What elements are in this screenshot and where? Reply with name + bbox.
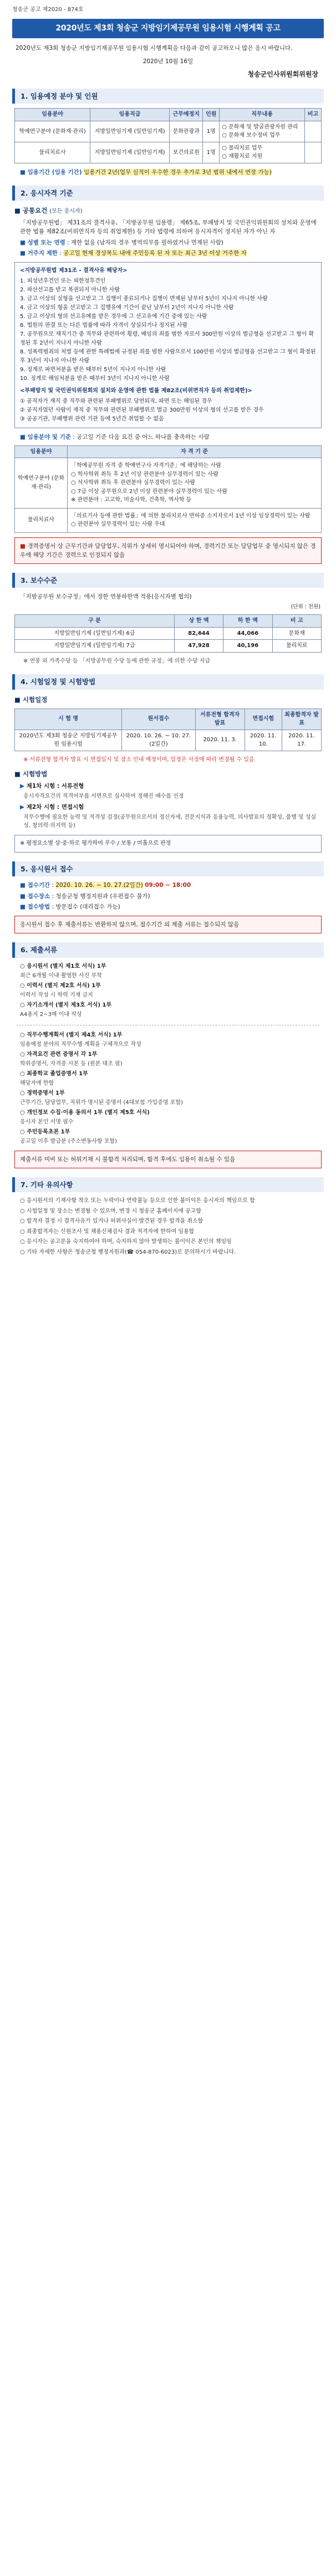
- list-item: 7. 공무원으로 재직기간 중 직무와 관련하여 횡령, 배임의 죄를 범한 자로서 300만원 이상의 벌금형을 선고받고 그 형이 확정된 후 2년이 지나지 아니한 사람: [20, 331, 314, 347]
- step2-text: 제2차 시험 : 면접시험: [26, 803, 84, 810]
- table-cell: 2020. 10. 26. ~ 10. 27.(2일간): [122, 730, 196, 751]
- col-header: 비 고: [272, 615, 321, 628]
- salary-table: [14, 614, 322, 653]
- step2-icon: ▶: [20, 803, 27, 810]
- list-item-desc: 해당자에 한함: [20, 1080, 54, 1087]
- col-header: 직무내용: [220, 109, 305, 121]
- list-item: 8. 성폭력범죄의 처벌 등에 관한 특례법에 규정된 죄를 범한 사람으로서 100만원 이상의 벌금형을 선고받고 그 형이 확정된 후 3년이 지나지 아니한 사람: [20, 349, 316, 365]
- table-cell: 「의료기사 등에 관한 법률」에 의한 물리치료사 면허증 소지자로서 1년 이상 임상경력이 있는 사람 ○ 관련분야 실무경력이 있는 사람 우대: [68, 508, 322, 532]
- col-header: 근무예정지: [170, 109, 203, 121]
- age-text: 제한 없음 (남자의 경우 병역의무를 필하였거나 면제된 사람): [70, 239, 223, 246]
- positions-table-wrap: [14, 108, 322, 163]
- list-item: ○ 직무수행계획서 (별지 제4호 서식) 1부: [20, 1032, 123, 1038]
- table-cell: ○ 물리치료 업무 ○ 재활치료 지원: [220, 142, 305, 163]
- emphasis-text: 경력증명서 상 근무기간과 담당업무, 직위가 상세히 명시되어야 하며, 경력기간 또는 담당업무 중 명시되지 않은 경우에 해당 기간은 경력으로 인정되지 않음: [20, 542, 316, 558]
- table-cell: 2020. 11. 3.: [195, 730, 245, 751]
- common-req-text: 「지방공무원법」 제31조의 결격사유, 「지방공무원 임용령」 제65조, 부패방지 및 국민권익위원회의 설치와 운영에 관한 법률 제82조(비위면직자 등의 취업제한) 등 기타 법령에 의하여 응시자격이 정지된 자가 아닌 자: [20, 219, 317, 235]
- table-row: [15, 142, 322, 163]
- section-3-title: 3. 보수수준: [12, 573, 324, 588]
- list-item: 3. 금고 이상의 실형을 선고받고 그 집행이 종료되거나 집행이 면제된 날부터 5년이 지나지 아니한 사람: [20, 296, 268, 302]
- age-line: ■ 성별 또는 연령 : 제한 없음 (남자의 경우 병역의무를 필하였거나 면제된 사람): [20, 239, 223, 246]
- list-item: 5. 금고 이상의 형의 선고유예를 받은 경우에 그 선고유예 기간 중에 있는 사람: [20, 314, 207, 320]
- salary-table-wrap: [14, 614, 322, 653]
- list-item: ○ 최종학교 졸업증명서 1부: [20, 1070, 88, 1077]
- col-header: 구 분: [15, 615, 175, 628]
- documents-warning: [14, 1151, 322, 1168]
- table-cell: 1명: [203, 121, 220, 142]
- list-item: ○ 경력증명서 1부: [20, 1090, 65, 1096]
- section-1-title: 1. 임용예정 분야 및 인원: [12, 89, 324, 104]
- criteria-line: ■ 임용분야 및 기준 : 공고일 기준 다음 요건 중 어느 하나를 충족하는 사람: [20, 434, 210, 441]
- table-cell: ○ 문화재 및 발굴관광자원 관리 ○ 문화재 보수정비 업무: [220, 121, 305, 142]
- col-header: 하 한 액: [223, 615, 272, 628]
- receipt-period-label: ■ 접수기간: [20, 882, 50, 889]
- table-row: [15, 640, 322, 653]
- notice-title: 2020년도 제3회 청송군 지방임기제공무원 임용시험 시행계획 공고: [12, 19, 324, 39]
- step2-note-box: [14, 835, 322, 853]
- residence-line: ■ 거주지 제한 : 공고일 현재 경상북도 내에 주민등록 된 자 또는 최근 3년 이상 거주한 자: [20, 250, 247, 257]
- table-cell: 지방일반임기제 (일반임기제): [90, 121, 170, 142]
- receipt-warning: [14, 916, 322, 933]
- receipt-time: 09:00 ~ 18:00: [145, 882, 191, 889]
- receipt-place-label: ■ 접수장소: [20, 892, 50, 900]
- receipt-period-line: ■ 접수기간 : 2020. 10. 26. ~ 10. 27.(2일간) 09:00 ~ 18:00: [20, 882, 191, 889]
- col-header: 자 격 기 준: [68, 445, 322, 458]
- residence-text: 공고일 현재 경상북도 내에 주민등록 된 자 또는 최근 3년 이상 거주한 자: [63, 250, 247, 257]
- col-header: 최종합격자 발표: [282, 709, 322, 730]
- period-line: [20, 168, 320, 177]
- col-header: 원서접수: [122, 709, 196, 730]
- table-cell: 학예연구분야 (문화재·관리): [15, 458, 68, 509]
- list-item-desc: 임용예정 분야의 직무수행 계획을 구체적으로 작성: [20, 1041, 141, 1048]
- notice-number: 청송군 공고 제2020 - 874호: [12, 7, 84, 13]
- common-req-label: ■ 공통요건: [14, 207, 48, 215]
- criteria-text: 공고일 기준 다음 요건 중 어느 하나를 충족하는 사람: [77, 434, 210, 441]
- step2-note: ※ 평정요소별 상·중·하로 평가하여 우수 / 보통 / 미흡으로 판정: [20, 840, 171, 846]
- col-header: 인원: [203, 109, 220, 121]
- list-item: 6. 법원의 판결 또는 다른 법률에 따라 자격이 상실되거나 정지된 사람: [20, 322, 188, 329]
- list-item: 1. 피성년후견인 또는 피한정후견인: [20, 278, 106, 285]
- table-cell: 학예연구분야 (문화재·관리): [15, 121, 90, 142]
- intro-text: 2020년도 제3회 청송군 지방임기제공무원 임용시험 시행계획을 다음과 같이 공고하오니 많은 응시 바랍니다.: [16, 45, 293, 52]
- step2-desc: 직무수행에 필요한 능력 및 적격성 검정(공무원으로서의 정신자세, 전문지식과 응용능력, 의사발표의 정확성, 품행 및 성실성, 창의력·의지력 등): [23, 814, 317, 829]
- step1-icon: ▶: [20, 782, 27, 789]
- list-item-desc: 최근 6개월 이내 촬영한 사진 부착: [20, 973, 102, 979]
- receipt-warning-text: 응시원서 접수 후 제출서류는 반환하지 않으며, 접수기간 외 제출 서류는 접수되지 않음: [20, 921, 240, 928]
- table-cell: 문화재: [272, 627, 321, 640]
- table-cell: 지방일반임기제 (일반임기제) 7급: [15, 640, 175, 653]
- table-cell: 82,644: [174, 627, 223, 640]
- table-cell: 지방일반임기제 (일반임기제): [90, 142, 170, 163]
- list-item-desc: 근무기간, 담당업무, 직위가 명시된 증명서 (4대보험 가입증명 포함): [20, 1100, 183, 1106]
- period-text: 임용기간 2년(업무 실적이 우수한 경우 추가로 3년 범위 내에서 연장 가능): [83, 168, 272, 176]
- signer: 청송군인사위원회위원장: [247, 70, 318, 79]
- list-item-desc: 공고일 이후 발급분 (주소변동사항 포함): [20, 1138, 118, 1145]
- list-item: ○ 자기소개서 (별지 제3호 서식) 1부: [20, 1002, 112, 1008]
- table-cell: 물리치료사: [15, 142, 90, 163]
- table-cell: 1명: [203, 142, 220, 163]
- schedule-table-wrap: [14, 709, 322, 751]
- list-item: ① 공직자가 재직 중 직무와 관련된 부패행위로 당연퇴직, 파면 또는 해임된 경우: [20, 398, 212, 405]
- table-cell: 물리치료사: [15, 508, 68, 532]
- criteria-table: [14, 445, 322, 533]
- age-label: ■ 성별 또는 연령: [20, 239, 65, 246]
- schedule-table: [14, 709, 322, 751]
- receipt-method-line: ■ 접수방법 : 방문접수 (대리접수 가능): [20, 903, 120, 910]
- list-item: ○ 응시자는 공고문을 숙지하여야 하며, 숙지하지 않아 발생하는 불이익은 본인의 책임임: [20, 1239, 232, 1245]
- table-cell: 2020. 11. 10.: [245, 730, 282, 751]
- col-header: 서류전형 합격자 발표: [195, 709, 245, 730]
- table-cell: [305, 142, 322, 163]
- list-item: 4. 금고 이상의 형을 선고받고 그 집행유예 기간이 끝난 날부터 2년이 지나지 아니한 사람: [20, 305, 234, 311]
- notice-page: [0, 0, 336, 1275]
- list-item-desc: 학위증명서, 자격증 사본 등 (원본 대조 필): [20, 1061, 123, 1068]
- table-cell: 물리치료: [272, 640, 321, 653]
- step1-title: [20, 782, 320, 791]
- list-item: ○ 응시원서의 기재사항 착오 또는 누락이나 연락불능 등으로 인한 불이익은 응시자의 책임으로 함: [20, 1198, 255, 1204]
- receipt-method-label: ■ 접수방법: [20, 903, 50, 910]
- col-header: 상 한 액: [174, 615, 223, 628]
- schedule-note: ※ 서류전형 합격자 발표 시 면접일시 및 장소 안내 예정이며, 일정은 사정에 따라 변경될 수 있음: [23, 756, 254, 763]
- section-4-title: 4. 시험일정 및 시험방법: [12, 674, 324, 689]
- section-2-title: 2. 응시자격 기준: [12, 186, 324, 201]
- method-label: ■ 시험방법: [14, 770, 48, 778]
- step2-title: [20, 803, 320, 812]
- list-item: ○ 최종합격자는 신원조사 및 채용신체검사 결과 적격자에 한하여 임용함: [20, 1228, 195, 1235]
- common-req-line: [14, 206, 322, 216]
- receipt-period: 2020. 10. 26. ~ 10. 27.(2일간): [55, 882, 143, 889]
- criteria-label: ■ 임용분야 및 기준: [20, 434, 71, 441]
- documents-list: [14, 962, 322, 1146]
- col-header: 비고: [305, 109, 322, 121]
- table-row: [15, 508, 322, 532]
- col-header: 면접시험: [245, 709, 282, 730]
- disq-title: <지방공무원법 제31조 - 결격사유 해당자>: [20, 268, 128, 274]
- list-item-desc: 응시자 본인 서명 필수: [20, 1119, 74, 1126]
- list-item: 9. 징계로 파면처분을 받은 때부터 5년이 지나지 아니한 사람: [20, 367, 166, 373]
- col-header: 임용직급: [90, 109, 170, 121]
- salary-note: ※ 연봉 외 가족수당 등 「지방공무원 수당 등에 관한 규정」에 의한 수당 지급: [23, 658, 211, 664]
- table-cell: 지방일반임기제 (일반임기제) 6급: [15, 627, 175, 640]
- positions-table: [14, 108, 322, 163]
- section-7-title: 7. 기타 유의사항: [12, 1177, 324, 1192]
- table-row: [15, 121, 322, 142]
- list-item-desc: 이력서 작성 시 학력 기재 금지: [20, 992, 93, 999]
- list-item-desc: A4용지 2~3매 이내 작성: [20, 1012, 82, 1018]
- anti-corruption-title: <부패방지 및 국민권익위원회의 설치와 운영에 관한 법률 제82조(비위면직자 등의 취업제한)>: [20, 388, 252, 394]
- criteria-table-wrap: [14, 445, 322, 533]
- table-row: [15, 627, 322, 640]
- warning-icon: ■: [20, 542, 28, 550]
- table-cell: 40,196: [223, 640, 272, 653]
- disqualification-box: [14, 262, 322, 428]
- section-6-title: 6. 제출서류: [12, 942, 324, 957]
- list-item: ○ 개인정보 수집·이용 동의서 1부 (별지 제5호 서식): [20, 1109, 150, 1116]
- list-item: ② 공직자였던 사람이 재직 중 직무와 관련된 부패행위로 벌금 300만원 이상의 형의 선고를 받은 경우: [20, 407, 264, 414]
- experience-emphasis: [14, 537, 322, 565]
- list-item: 10. 징계로 해임처분을 받은 때부터 3년이 지나지 아니한 사람: [20, 376, 170, 382]
- table-cell: 2020년도 제3회 청송군 지방임기제공무원 임용시험: [15, 730, 122, 751]
- list-item: ○ 이력서 (별지 제2호 서식) 1부: [20, 982, 101, 989]
- receipt-method: 방문접수 (대리접수 가능): [55, 903, 120, 910]
- step1-desc: 응시자격요건의 적격여부를 서면으로 심사하여 정해진 배수를 선정: [23, 793, 184, 800]
- col-header: 임용분야: [15, 445, 68, 458]
- list-item: ○ 주민등록초본 1부: [20, 1128, 70, 1135]
- list-item: ○ 자격요건 관련 증명서 각 1부: [20, 1051, 98, 1058]
- documents-warning-text: 제출서류 미비 또는 허위기재 시 불합격 처리되며, 합격 후에도 임용이 취소될 수 있음: [20, 1156, 236, 1163]
- list-item: 2. 파산선고를 받고 복권되지 아니한 사람: [20, 287, 120, 294]
- salary-text: 「지방공무원 보수규정」에서 정한 연봉하한액 적용(응시자별 협의): [20, 593, 192, 601]
- col-header: 시 험 명: [15, 709, 122, 730]
- table-cell: 44,066: [223, 627, 272, 640]
- period-label: ■ 임용기간 (임용 기간): [20, 168, 82, 176]
- notice-date: 2020년 10월 16일: [142, 58, 194, 65]
- receipt-place: 청송군청 행정지원과 (우편접수 불가): [55, 892, 150, 900]
- common-req-note: (모든 응시자): [49, 208, 83, 215]
- table-cell: 「학예공무원 자격 중 학예연구사 자격기준」에 해당하는 사람 ○ 학사학위 취득 후 2년 이상 관련분야 실무경력이 있는 사람 ○ 석사학위 취득 후 관련분야 실무경력이 있는 사람 ○ 7급 이상 공무원으로 2년 이상 관련분야 실무경력이 있는 사람 ※ 관련분야 : 고고학, 미술사학, 건축학, 역사학 등: [68, 458, 322, 509]
- table-cell: 47,928: [174, 640, 223, 653]
- section-5-title: 5. 응시원서 접수: [12, 861, 324, 876]
- receipt-place-line: ■ 접수장소 : 청송군청 행정지원과 (우편접수 불가): [20, 892, 150, 900]
- list-item: ○ 시험일정 및 장소는 변경될 수 있으며, 변경 시 청송군 홈페이지에 공고함: [20, 1208, 202, 1214]
- residence-label: ■ 거주지 제한: [20, 250, 58, 257]
- table-cell: 보건의료원: [170, 142, 203, 163]
- list-item: ○ 기타 자세한 사항은 청송군청 행정지원과(☎ 054-870-6023)로 문의하시기 바랍니다.: [20, 1249, 236, 1255]
- list-item: ○ 합격자 결정 시 결격사유가 있거나 허위사실이 발견된 경우 합격을 취소함: [20, 1218, 203, 1225]
- salary-unit: (단위 : 천원): [291, 603, 320, 610]
- table-row: [15, 458, 322, 509]
- list-item: ③ 공공기관, 부패행위 관련 기관 등에 5년간 취업할 수 없음: [20, 416, 164, 423]
- table-cell: [305, 121, 322, 142]
- list-item: ○ 응시원서 (별지 제1호 서식) 1부: [20, 963, 106, 969]
- schedule-label: ■ 시험일정: [14, 695, 48, 704]
- table-cell: 2020. 11. 17.: [282, 730, 322, 751]
- col-header: 임용분야: [15, 109, 90, 121]
- table-row: [15, 730, 322, 751]
- notes-list: [12, 1197, 324, 1256]
- step1-text: 제1차 시험 : 서류전형: [26, 782, 84, 789]
- table-cell: 문화관광과: [170, 121, 203, 142]
